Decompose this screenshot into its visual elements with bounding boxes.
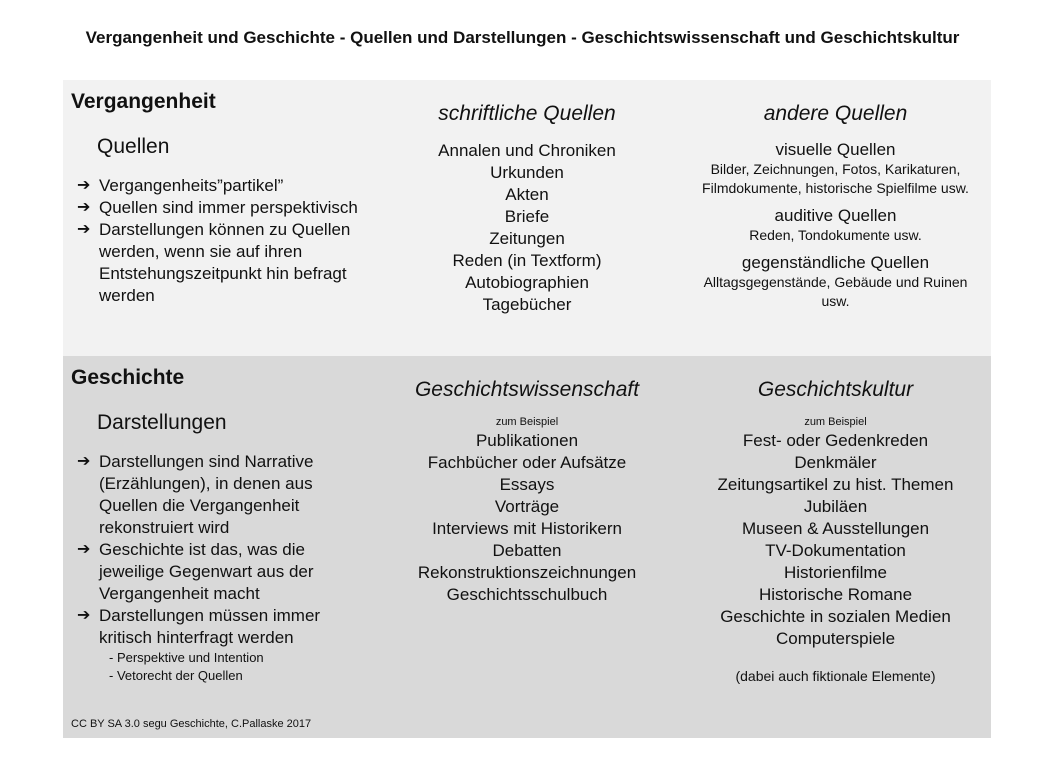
geschichte-points bbox=[71, 451, 371, 649]
list-item: Rekonstruktionszeichnungen bbox=[417, 563, 637, 582]
list-item: Publikationen bbox=[475, 431, 579, 450]
geschichte-point: ➔ Darstellungen müssen immer kritisch hinterfragt werden bbox=[71, 605, 371, 649]
list-item: Historienfilme bbox=[784, 563, 887, 582]
list-item: Denkmäler bbox=[794, 453, 877, 472]
geschichte-subpoints bbox=[109, 649, 371, 685]
auditive-quellen-group bbox=[688, 206, 983, 245]
list-item: Zeitungsartikel zu hist. Themen bbox=[717, 475, 954, 494]
list-item: Briefe bbox=[504, 207, 550, 226]
list-item: Museen & Ausstellungen bbox=[741, 519, 930, 538]
list-item: Historische Romane bbox=[758, 585, 913, 604]
vergangenheit-point: ➔ Vergangenheits”partikel” bbox=[71, 175, 371, 197]
geschichte-point: ➔ Geschichte ist das, was die jeweilige Gegenwart aus der Vergangenheit macht bbox=[71, 539, 371, 605]
list-item: Computerspiele bbox=[775, 629, 896, 648]
source-group-desc: Bilder, Zeichnungen, Fotos, Karikaturen, Filmdokumente, historische Spielfilme usw. bbox=[702, 161, 969, 196]
geschichtswissenschaft-list bbox=[388, 430, 666, 606]
list-item: Urkunden bbox=[490, 163, 564, 182]
list-item: TV-Dokumentation bbox=[765, 541, 906, 560]
license-note: CC BY SA 3.0 segu Geschichte, C.Pallaske 2017 bbox=[71, 718, 312, 730]
source-group-title: gegenständliche Quellen bbox=[741, 253, 930, 272]
andere-quellen-column bbox=[688, 80, 983, 319]
list-item: Jubiläen bbox=[803, 497, 868, 516]
subpoint: - Vetorecht der Quellen bbox=[109, 668, 243, 683]
list-item: Reden (in Textform) bbox=[452, 251, 602, 270]
list-item: Geschichte in sozialen Medien bbox=[720, 607, 951, 626]
list-item: Geschichtsschulbuch bbox=[446, 585, 608, 604]
geschichtskultur-heading: Geschichtskultur bbox=[757, 378, 914, 401]
list-item: Autobiographien bbox=[465, 273, 589, 292]
schriftliche-quellen-list bbox=[388, 140, 666, 316]
list-item: Interviews mit Historikern bbox=[432, 519, 622, 538]
fiction-note: (dabei auch fiktionale Elemente) bbox=[735, 668, 936, 684]
list-item: Vorträge bbox=[494, 497, 560, 516]
geschichte-panel bbox=[63, 356, 991, 738]
source-group-title: auditive Quellen bbox=[774, 206, 897, 225]
gegenstaendliche-quellen-group bbox=[688, 253, 983, 311]
list-item: Debatten bbox=[492, 541, 562, 560]
list-item: Essays bbox=[499, 475, 555, 494]
list-item: Fest- oder Gedenkreden bbox=[742, 431, 929, 450]
visuelle-quellen-group bbox=[688, 140, 983, 198]
list-item: Annalen und Chroniken bbox=[438, 141, 616, 160]
list-item: Tagebücher bbox=[482, 295, 572, 314]
source-group-title: visuelle Quellen bbox=[775, 140, 896, 159]
list-item: Zeitungen bbox=[489, 229, 565, 248]
vergangenheit-panel bbox=[63, 80, 991, 356]
andere-quellen-heading: andere Quellen bbox=[763, 102, 908, 125]
source-group-desc: Reden, Tondokumente usw. bbox=[749, 227, 922, 243]
page-title: Vergangenheit und Geschichte - Quellen und Darstellungen - Geschichtswissenschaft und Geschichtskultur bbox=[85, 28, 960, 47]
example-note: zum Beispiel bbox=[804, 416, 867, 428]
geschichte-point: ➔ Darstellungen sind Narrative (Erzählungen), in denen aus Quellen die Vergangenheit rekonstruiert wird bbox=[71, 451, 371, 539]
vergangenheit-heading: Vergangenheit bbox=[71, 90, 216, 113]
vergangenheit-column bbox=[71, 80, 371, 307]
geschichtskultur-column bbox=[688, 356, 983, 684]
vergangenheit-point: ➔ Darstellungen können zu Quellen werden, wenn sie auf ihren Entstehungszeitpunkt hin befragt werden bbox=[71, 219, 371, 307]
list-item: Fachbücher oder Aufsätze bbox=[427, 453, 627, 472]
schriftliche-quellen-column bbox=[388, 80, 666, 316]
schriftliche-quellen-heading: schriftliche Quellen bbox=[438, 102, 616, 125]
vergangenheit-points bbox=[71, 175, 371, 307]
geschichte-heading: Geschichte bbox=[71, 366, 185, 389]
vergangenheit-point: ➔ Quellen sind immer perspektivisch bbox=[71, 197, 371, 219]
subpoint: - Perspektive und Intention bbox=[109, 650, 264, 665]
geschichtswissenschaft-heading: Geschichtswissenschaft bbox=[414, 378, 640, 401]
example-note: zum Beispiel bbox=[495, 416, 559, 428]
geschichtskultur-list bbox=[688, 430, 983, 650]
quellen-subheading: Quellen bbox=[97, 135, 170, 158]
source-group-desc: Alltagsgegenstände, Gebäude und Ruinen usw. bbox=[703, 274, 968, 309]
list-item: Akten bbox=[505, 185, 549, 204]
geschichtswissenschaft-column bbox=[388, 356, 666, 606]
darstellungen-subheading: Darstellungen bbox=[97, 411, 227, 434]
geschichte-column bbox=[71, 356, 371, 685]
